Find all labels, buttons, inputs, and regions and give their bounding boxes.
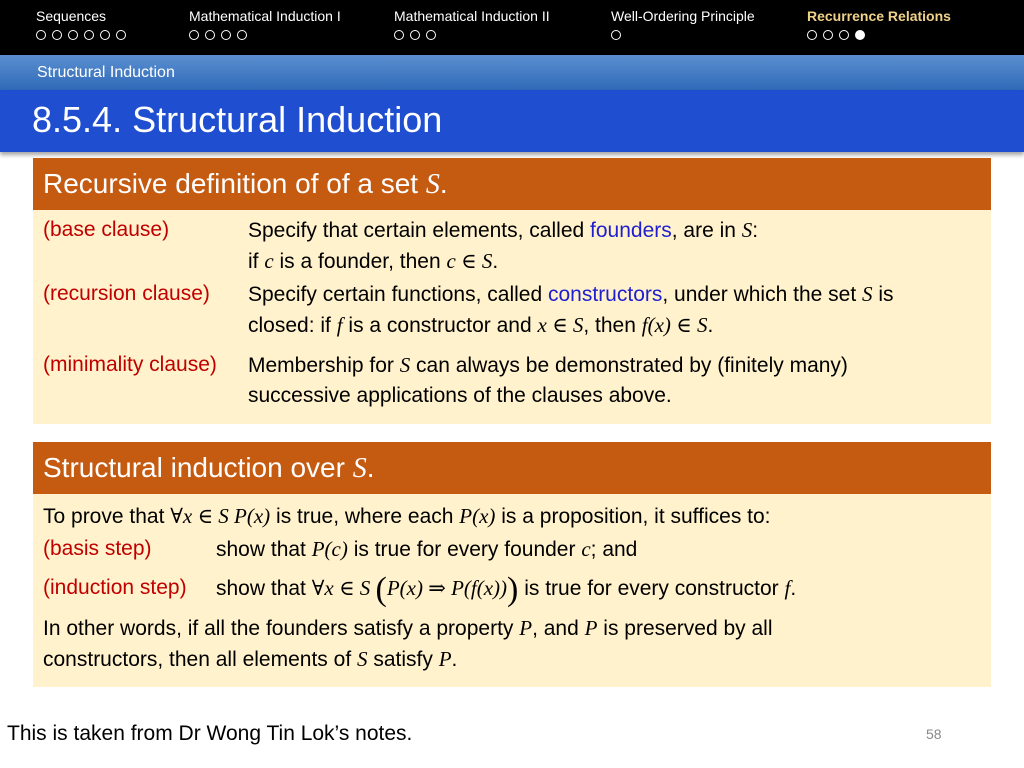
nav-progress-dots — [611, 30, 755, 42]
nav-section-mathematical-induction-i[interactable] — [189, 8, 341, 42]
text: : — [752, 219, 759, 242]
text: . — [451, 648, 458, 671]
text: is a founder, then — [273, 250, 447, 273]
text: is true, where each — [270, 505, 460, 528]
header-end: . — [366, 452, 375, 483]
nav-progress-dots — [36, 30, 126, 42]
header-text: Structural induction over — [43, 452, 353, 483]
footer-note: This is taken from Dr Wong Tin Lok’s notes. — [7, 722, 413, 745]
big-paren-open: ( — [375, 571, 387, 608]
nav-slide-dot[interactable] — [823, 30, 833, 40]
header-variable: S — [352, 453, 367, 484]
nav-slide-dot[interactable] — [84, 30, 94, 40]
nav-slide-dot[interactable] — [237, 30, 247, 40]
slide-title: 8.5.4. Structural Induction — [32, 99, 443, 140]
math-expression: c ∈ S — [446, 249, 493, 273]
math-variable: S — [862, 282, 873, 306]
nav-slide-dot[interactable] — [807, 30, 817, 40]
text: satisfy — [367, 648, 439, 671]
conclusion-line-1 — [43, 616, 773, 641]
nav-section-title[interactable]: Well-Ordering Principle — [611, 8, 755, 24]
text: is preserved by all — [597, 617, 773, 640]
nav-slide-dot[interactable] — [855, 30, 865, 40]
text: Membership for — [248, 354, 400, 377]
founders-term: founders — [590, 219, 672, 242]
nav-slide-dot[interactable] — [611, 30, 621, 40]
math-expression: ∀x ∈ S — [311, 576, 376, 600]
math-variable: P — [584, 616, 598, 640]
nav-slide-dot[interactable] — [394, 30, 404, 40]
text: is true for every constructor — [518, 577, 785, 600]
nav-section-title[interactable]: Sequences — [36, 8, 107, 24]
text: In other words, if all the founders satisfy a property — [43, 617, 520, 640]
math-variable: P — [438, 647, 452, 671]
subsection-title[interactable]: Structural Induction — [37, 64, 175, 81]
math-variable: S — [399, 353, 411, 377]
recursion-clause-line-1 — [248, 282, 894, 307]
math-variable: P — [519, 616, 533, 640]
text: , then — [583, 314, 642, 337]
nav-slide-dot[interactable] — [839, 30, 849, 40]
text: . — [707, 314, 714, 337]
math-variable: c — [581, 537, 591, 561]
constructors-term: constructors — [548, 283, 663, 306]
text: is a proposition, it suffices to: — [495, 505, 771, 528]
text: if — [248, 250, 265, 273]
nav-slide-dot[interactable] — [52, 30, 62, 40]
math-variable: f — [336, 313, 343, 337]
math-expression: P(x) — [459, 504, 496, 528]
basis-step-label: (basis step) — [43, 537, 152, 560]
nav-section-well-ordering-principle[interactable] — [611, 8, 755, 42]
nav-slide-dot[interactable] — [189, 30, 199, 40]
nav-slide-dot[interactable] — [100, 30, 110, 40]
base-clause-line-2 — [248, 249, 498, 274]
math-expression: ∀x ∈ S P(x) — [170, 504, 271, 528]
text: closed: if — [248, 314, 337, 337]
nav-section-title[interactable]: Recurrence Relations — [807, 8, 951, 24]
text: ; and — [590, 538, 638, 561]
header-text: Recursive definition of of a set — [43, 168, 426, 199]
math-expression: P(x) ⇒ P(f(x)) — [386, 576, 508, 600]
text: , under which the set — [662, 283, 862, 306]
recursive-definition-panel — [33, 158, 991, 424]
nav-section-sequences[interactable] — [36, 8, 126, 42]
text: . — [492, 250, 499, 273]
structural-induction-panel — [33, 442, 991, 687]
math-variable: S — [357, 647, 368, 671]
nav-slide-dot[interactable] — [426, 30, 436, 40]
nav-slide-dot[interactable] — [205, 30, 215, 40]
text: Specify that certain elements, called — [248, 219, 591, 242]
nav-slide-dot[interactable] — [68, 30, 78, 40]
induction-step-label: (induction step) — [43, 576, 187, 599]
nav-slide-dot[interactable] — [116, 30, 126, 40]
text: show that — [216, 577, 312, 600]
base-clause-line-1 — [248, 218, 758, 243]
text: To prove that — [43, 505, 171, 528]
induction-step-text — [216, 571, 797, 608]
base-clause-label: (base clause) — [43, 218, 170, 241]
page-number: 58 — [926, 726, 942, 742]
nav-slide-dot[interactable] — [410, 30, 420, 40]
nav-section-title[interactable]: Mathematical Induction II — [394, 8, 550, 24]
nav-slide-dot[interactable] — [36, 30, 46, 40]
minimality-clause-label: (minimality clause) — [43, 353, 217, 376]
big-paren-close: ) — [507, 571, 519, 608]
recursive-definition-header — [33, 158, 991, 210]
nav-progress-dots — [189, 30, 341, 42]
header-variable: S — [425, 169, 440, 200]
nav-slide-dot[interactable] — [221, 30, 231, 40]
text: show that — [216, 538, 312, 561]
slide-title-bar — [0, 90, 1024, 152]
text: , and — [532, 617, 585, 640]
nav-progress-dots — [807, 30, 951, 42]
minimality-clause-line-2: successive applications of the clauses above. — [248, 384, 672, 407]
text: . — [790, 577, 797, 600]
text: constructors, then all elements of — [43, 648, 357, 671]
intro-line — [43, 504, 771, 529]
top-navigation — [0, 0, 1024, 55]
minimality-clause-line-1 — [248, 353, 848, 378]
text: is a constructor and — [342, 314, 538, 337]
nav-section-title[interactable]: Mathematical Induction I — [189, 8, 341, 24]
text: Specify certain functions, called — [248, 283, 548, 306]
math-variable: S — [741, 218, 753, 242]
text: can always be demonstrated by (finitely many) — [410, 354, 848, 377]
math-variable: c — [264, 249, 274, 273]
nav-section-recurrence-relations[interactable] — [807, 8, 951, 42]
header-end: . — [439, 168, 448, 199]
structural-induction-header — [33, 442, 991, 494]
math-expression: x ∈ S — [537, 313, 584, 337]
conclusion-line-2 — [43, 647, 457, 672]
recursion-clause-line-2 — [248, 313, 713, 338]
nav-section-mathematical-induction-ii[interactable] — [394, 8, 550, 42]
text: is — [872, 283, 894, 306]
subsection-bar — [0, 55, 1024, 90]
text: , are in — [671, 219, 742, 242]
math-variable: f — [784, 576, 791, 600]
math-expression: P(c) — [311, 537, 348, 561]
text: is true for every founder — [347, 538, 582, 561]
nav-progress-dots — [394, 30, 550, 42]
basis-step-text — [216, 537, 637, 562]
recursion-clause-label: (recursion clause) — [43, 282, 210, 305]
math-expression: f(x) ∈ S — [641, 313, 708, 337]
